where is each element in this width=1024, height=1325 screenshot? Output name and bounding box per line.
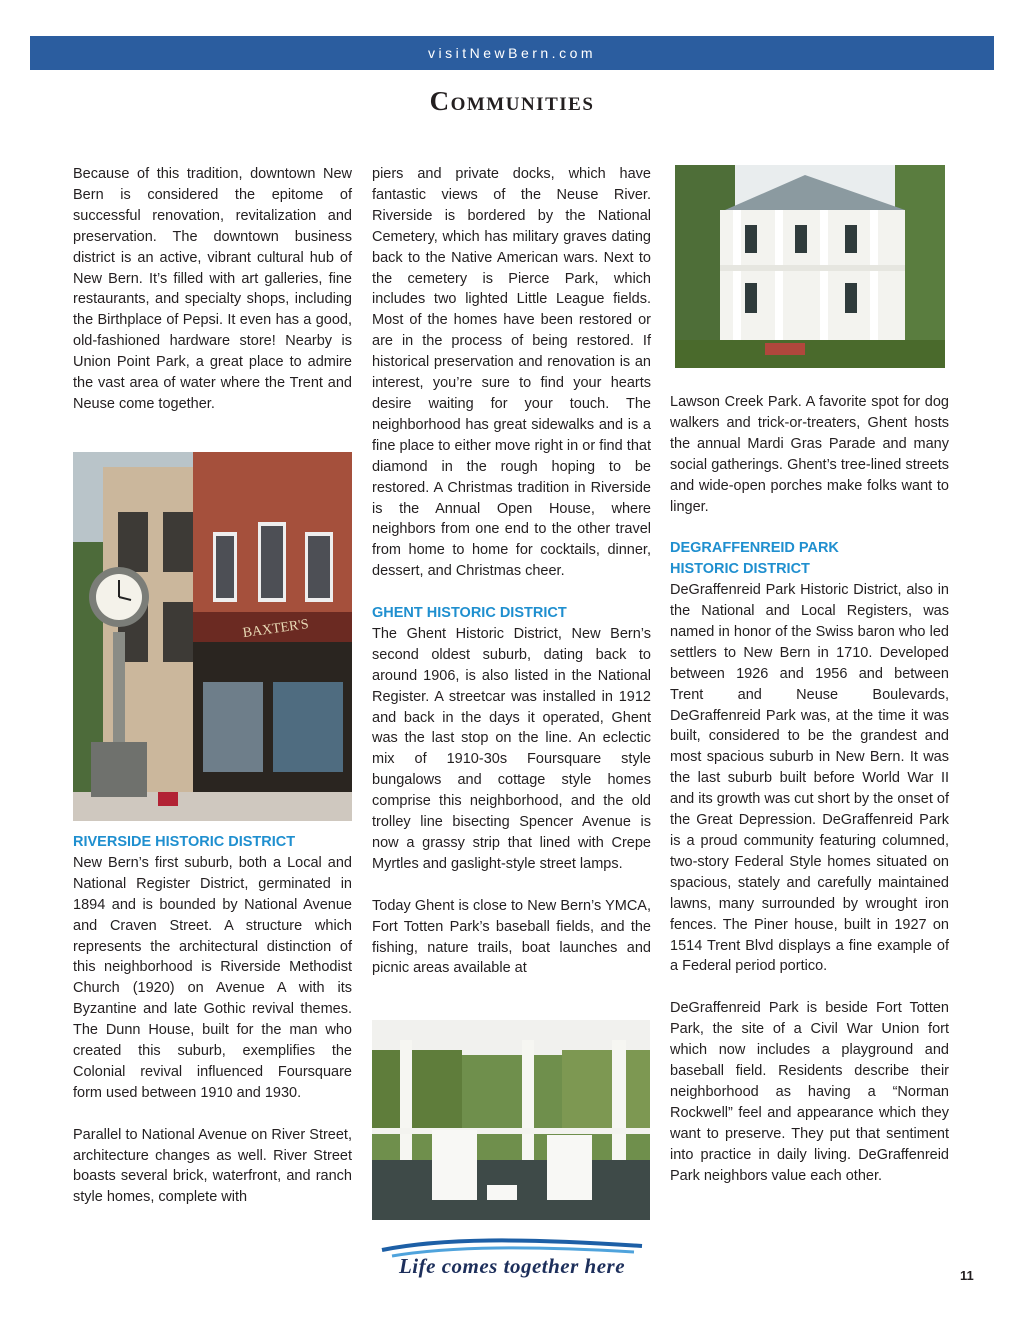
page-number: 11 [960,1268,974,1283]
intro-paragraph: Because of this tradition, downtown New Bern is considered the epitome of successful renovation, revitalization and preservation. The downtown business district is an active, vibrant cultural hub of New Bern. It’s filled with art galleries, fine restaurants, and specialty shops, including the Birthplace of Pepsi. It even has a good, old-fashioned hardware store! Nearby is Union Point Park, a great place to admire the vast area of water where the Trent and Neuse come together. [73,166,352,412]
riverside-paragraph-2: Parallel to National Avenue on River Street, architecture changes as well. River Street boasts several brick, waterfront, and ranch style homes, complete with [73,1126,352,1206]
column-1 [73,164,352,415]
riverside-continued-paragraph: piers and private docks, which have fantastic views of the Neuse River. Riverside is bordered by the National Cemetery, which has military graves dating back to the Native American wars. Next to the cemetery is Pierce Park, which includes two lighted Little League fields. Most of the homes have been restored or are in the process of being restored. If historical preservation and renovation is an interest, you’re sure to find your hearts desire waiting for your touch. The neighborhood has great sidewalks and is a fine place to either move right in or find that diamond in the rough hoping to be restored. A Christmas tradition in Riverside is the Annual Open House, where neighbors from one end to the other travel from home to home for cocktails, dinner, dessert, and Christmas cheer. [372,166,651,580]
photo-sign-text: BAXTER'S [241,617,310,642]
ghent-paragraph-1: The Ghent Historic District, New Bern’s second oldest suburb, dating back to around 1906, is also listed in the National Register. A streetcar was installed in 1912 and back in the days it operated, Ghent was the last stop on the line. An eclectic mix of 1910-30s Foursquare style bungalows and cottage style homes comprise this neighborhood, and the old trolley line bisecting Spencer Avenue is now a grassy strip that lined with Crepe Myrtles and gaslight-style street lamps. [372,625,651,872]
degraffenreid-paragraph-1: DeGraffenreid Park Historic District, also in the National and Local Registers, was named in honor of the Swiss baron who led settlers to New Bern in 1710. Developed between 1926 and 1956 and between Trent and Neuse Boulevards, DeGraffenreid Park was, at the time it was built, considered to be the grandest and most spacious suburb in New Bern. It was the last suburb built before World War II and its growth was cut short by the onset of the Great Depression. DeGraffenreid Park is a proud community featuring columned, two-story Federal Style homes situated on spacious, stately and carefully maintained lawns, many surrounded by wrought iron fences. The Piner house, built in 1927 on 1514 Trent Blvd displays a fine example of a Federal period portico. [670,582,949,975]
riverside-paragraph-1: New Bern’s first suburb, both a Local and National Register District, germinated in 1894 and is bounded by National Avenue and Craven Street. A structure which represents the architectural distinction of this neighborhood is Riverside Methodist Church (1920) on Avenue A with its Byzantine and late Gothic revival themes. The Dunn House, built for the man who created this suburb, exemplifies the Colonial revival influenced Foursquare form used between 1910 and 1930. [73,854,352,1101]
downtown-photo [73,452,352,821]
column-3 [670,392,949,1186]
porch-photo [372,1020,650,1220]
tagline-logo [372,1236,652,1284]
ghent-paragraph-2: Today Ghent is close to New Bern’s YMCA, Fort Totten Park’s baseball fields, and the fishing, nature trails, boat launches and picnic areas available at [372,897,651,977]
site-banner [30,36,994,70]
degraffenreid-heading-line-2: HISTORIC DISTRICT [670,561,810,578]
riverside-section [73,832,352,1208]
page-title: Communities [429,86,595,116]
site-url[interactable]: visitNewBern.com [427,45,597,61]
ghent-continued-paragraph: Lawson Creek Park. A favorite spot for dog walkers and trick-or-treaters, Ghent hosts the annual Mardi Gras Parade and many social gatherings. Ghent’s tree-lined streets and wide-open porches make folks want to linger. [670,394,949,515]
historic-house-photo [675,165,945,368]
riverside-heading: RIVERSIDE HISTORIC DISTRICT [73,834,296,850]
degraffenreid-heading-line-1: DEGRAFFENREID PARK [670,540,839,557]
tagline-text: Life comes together here [398,1254,626,1278]
column-2 [372,164,651,979]
ghent-heading: GHENT HISTORIC DISTRICT [372,605,567,622]
degraffenreid-paragraph-2: DeGraffenreid Park is beside Fort Totten Park, the site of a Civil War Union fort which now includes a playground and baseball field. Residents describe their neighborhood as having a “Norman Rockwell” feel and appearance which they want to preserve. They put that sentiment into practice in daily living. DeGraffenreid Park neighbors value each other. [670,1000,949,1184]
